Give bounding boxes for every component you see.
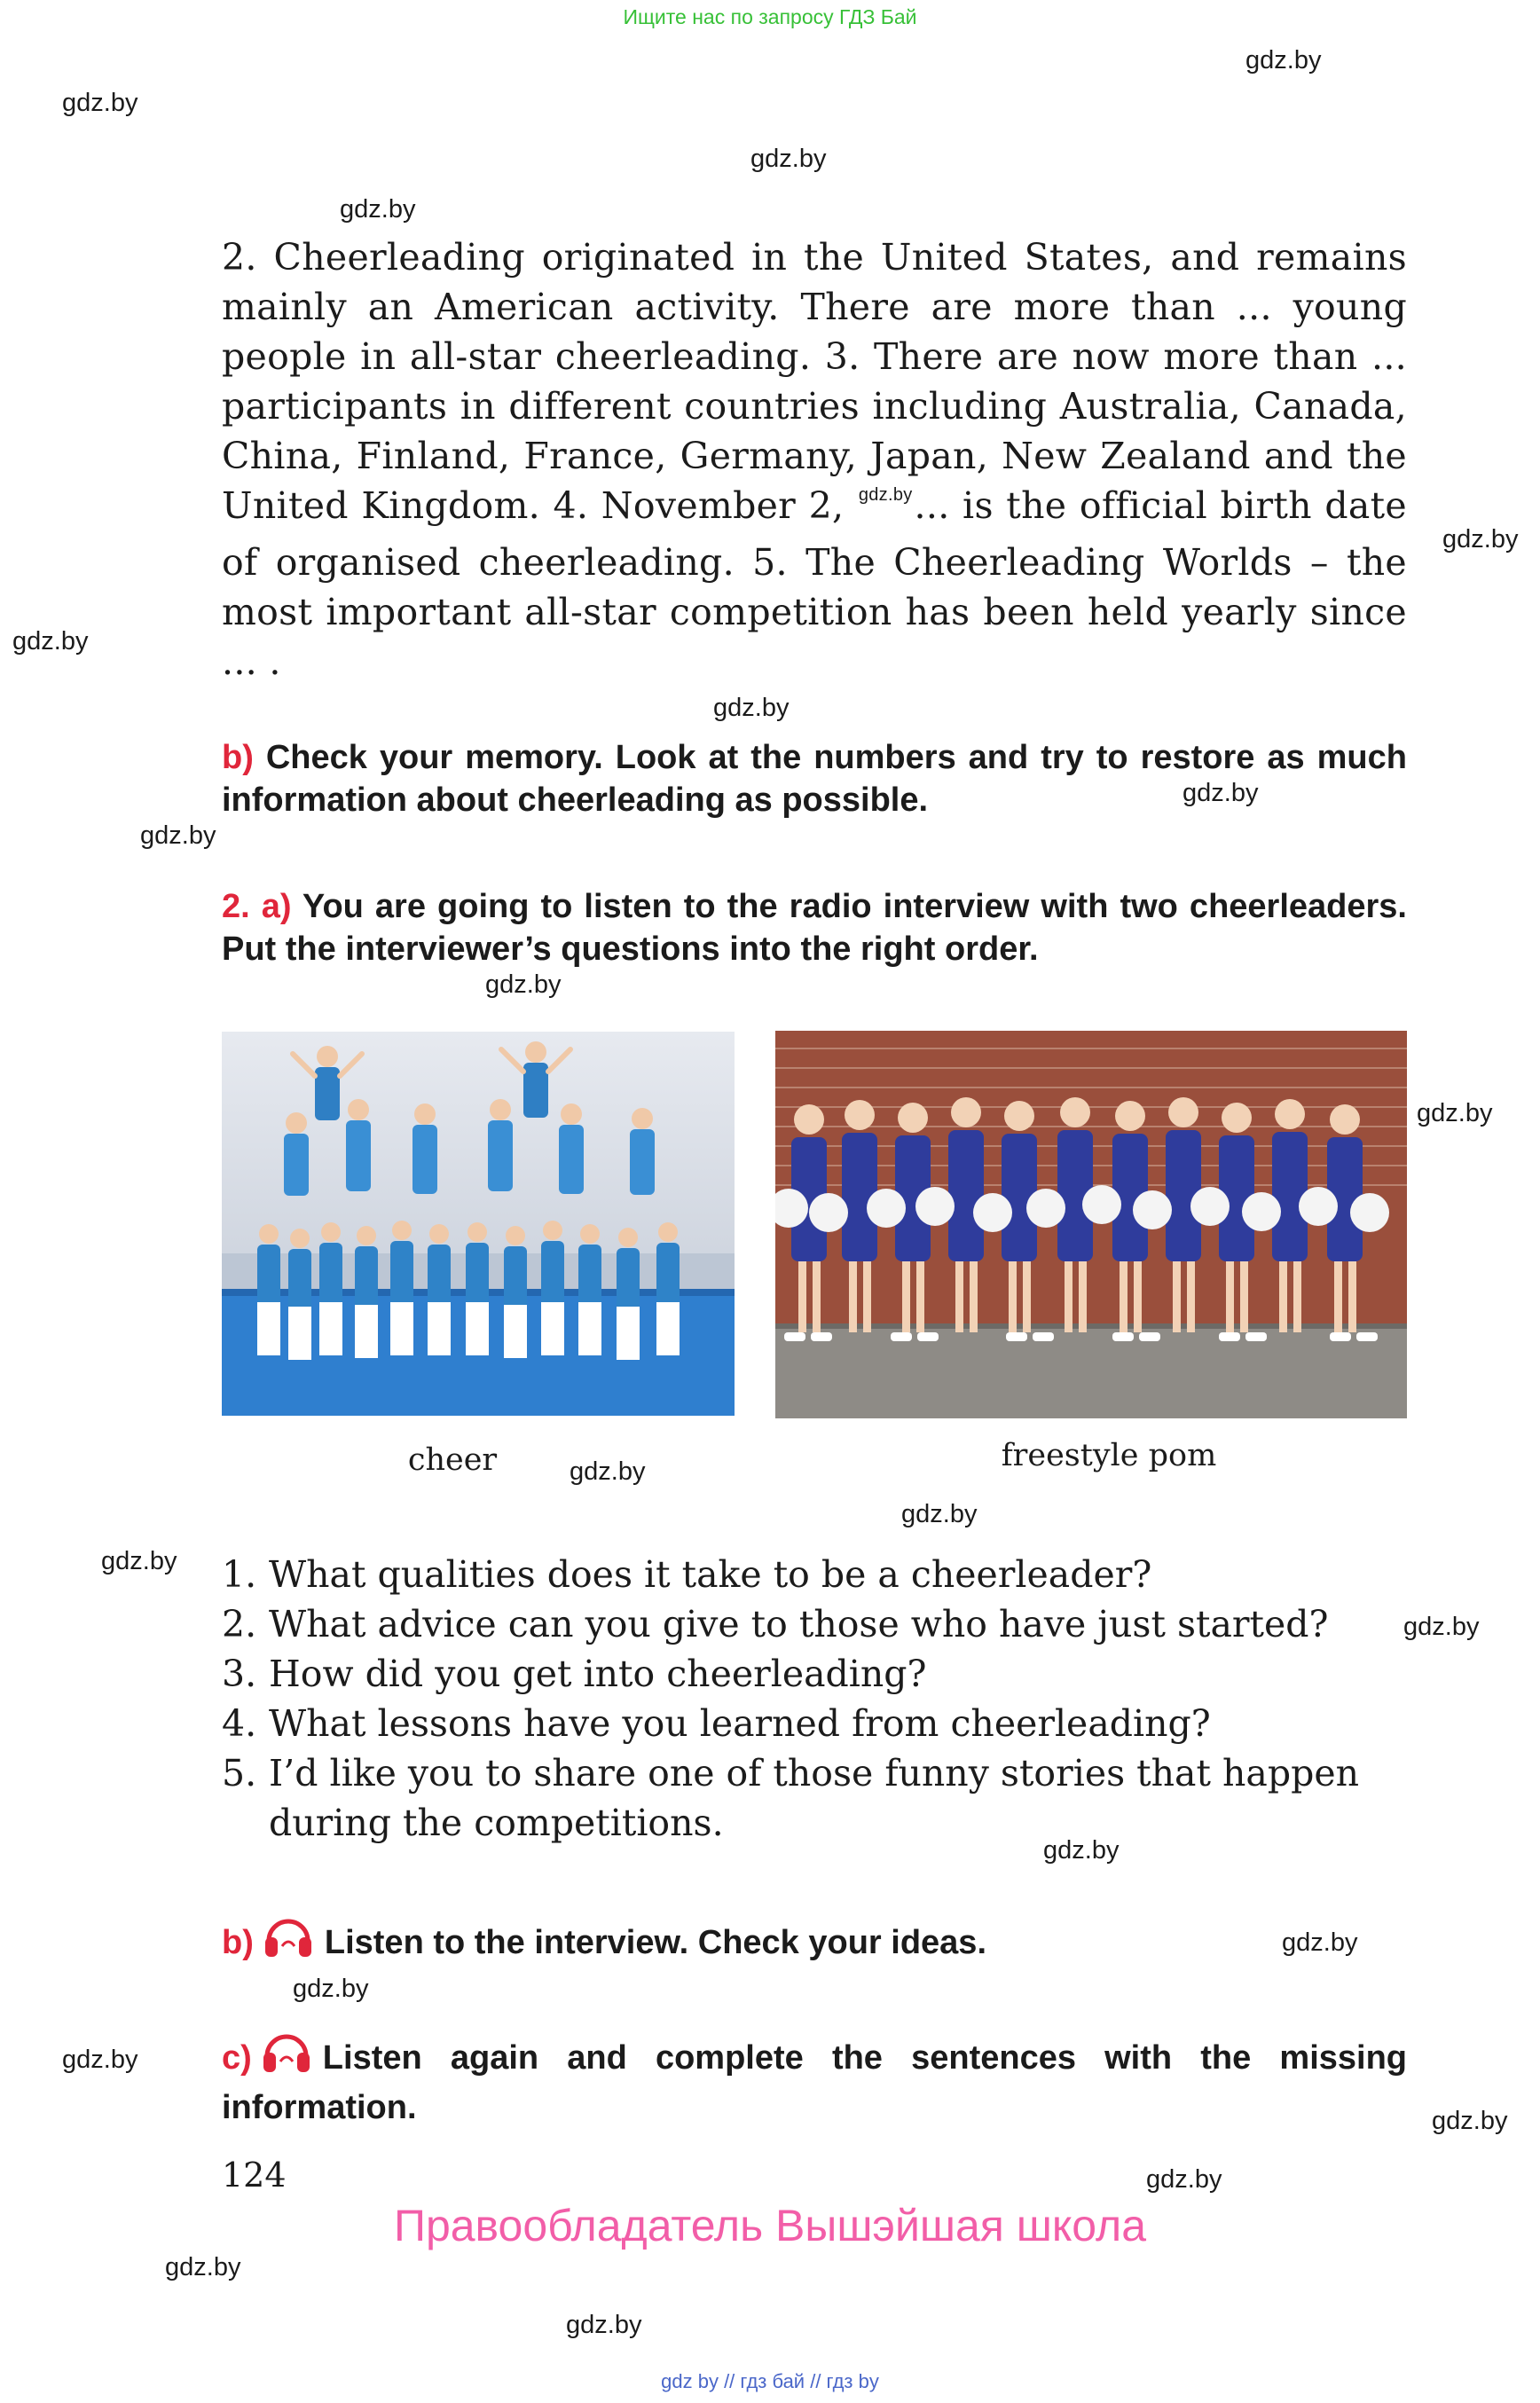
watermark: gdz.by	[901, 1500, 978, 1528]
watermark: gdz.by	[750, 145, 827, 173]
task-2a-number: 2. a)	[222, 888, 292, 925]
list-item	[222, 1550, 1410, 1599]
watermark: gdz.by	[12, 627, 89, 656]
question-number: 4.	[222, 1702, 257, 1745]
question-number: 3.	[222, 1653, 257, 1695]
watermark: gdz.by	[1182, 779, 1259, 807]
watermark: gdz.by	[62, 89, 138, 117]
passage	[222, 232, 1407, 687]
headphones-icon	[261, 2026, 312, 2086]
watermark: gdz.by	[485, 970, 562, 999]
task-1b-letter: b)	[222, 739, 254, 776]
watermark: gdz.by	[1417, 1099, 1493, 1127]
inline-watermark: gdz.by	[858, 485, 913, 505]
question-number: 1.	[222, 1553, 257, 1596]
headphones-icon	[263, 1911, 314, 1971]
task-2c	[222, 2026, 1407, 2129]
questions-list	[222, 1550, 1410, 1848]
watermark: gdz.by	[1442, 525, 1519, 554]
copyright: Правообладатель Вышэйшая школа	[394, 2201, 1146, 2250]
watermark: gdz.by	[340, 195, 416, 224]
question-text: How did you get into cheerleading?	[269, 1653, 927, 1695]
task-2c-letter: c)	[222, 2039, 252, 2077]
watermark: gdz.by	[570, 1457, 646, 1486]
question-text: I’d like you to share one of those funny stories that happen during the competitions.	[269, 1752, 1359, 1844]
watermark: gdz.by	[293, 1975, 369, 2003]
watermark: gdz.by	[1146, 2165, 1222, 2194]
caption-cheer: cheer	[407, 1442, 498, 1478]
list-item	[222, 1699, 1410, 1748]
watermark: gdz.by	[101, 1547, 177, 1575]
question-text: What advice can you give to those who have just started?	[269, 1603, 1329, 1645]
passage-part1: 2. Cheerleading originated in the United States, and remains mainly an American activity. There are more than ... young people in all-star cheerleading. 3. There are now more than ... participants in different countries including Australia, Canada, China, Finland, France, Germany, Japan, New Zealand and the United Kingdom. 4. November 2,	[222, 236, 1407, 527]
task-2a-text: You are going to listen to the radio interview with two cheerleaders. Put the interviewer’s questions into the right order.	[222, 888, 1407, 968]
watermark: gdz.by	[1432, 2107, 1508, 2135]
page-number: 124	[222, 2156, 287, 2195]
footer-links[interactable]: gdz by // гдз бай // гдз by	[661, 2370, 879, 2392]
task-1b	[222, 736, 1407, 821]
question-number: 5.	[222, 1752, 257, 1794]
list-item	[222, 1599, 1410, 1649]
watermark: gdz.by	[140, 821, 216, 850]
question-text: What qualities does it take to be a cheerleader?	[269, 1553, 1152, 1596]
question-number: 2.	[222, 1603, 257, 1645]
top-banner[interactable]: Ищите нас по запросу ГДЗ Бай	[623, 5, 917, 28]
freestyle-pom-photo	[775, 1031, 1407, 1418]
list-item	[222, 1748, 1410, 1848]
task-2b	[222, 1911, 1407, 1971]
watermark: gdz.by	[566, 2311, 642, 2339]
task-2b-text: Listen to the interview. Check your ideas.	[324, 1924, 986, 1961]
task-2b-letter: b)	[222, 1924, 254, 1961]
task-2c-text: Listen again and complete the sentences with the missing information.	[222, 2039, 1407, 2126]
watermark: gdz.by	[62, 2046, 138, 2074]
list-item	[222, 1649, 1410, 1699]
watermark: gdz.by	[1403, 1613, 1480, 1641]
cheer-photo	[222, 1032, 735, 1416]
task-1b-text: Check your memory. Look at the numbers and try to restore as much information about cheerleading as possible.	[222, 739, 1407, 819]
watermark: gdz.by	[165, 2253, 241, 2281]
watermark: gdz.by	[713, 694, 790, 722]
task-2a	[222, 885, 1407, 970]
question-text: What lessons have you learned from cheerleading?	[269, 1702, 1211, 1745]
watermark: gdz.by	[1282, 1928, 1358, 1957]
watermark: gdz.by	[1043, 1836, 1120, 1865]
passage-part2: ... is the official birth date of organised cheerleading. 5. The Cheerleading Worlds – the most important all-star competition has been held yearly since ... .	[222, 484, 1407, 683]
caption-freestyle-pom: freestyle pom	[1001, 1438, 1217, 1473]
watermark: gdz.by	[1245, 46, 1322, 75]
